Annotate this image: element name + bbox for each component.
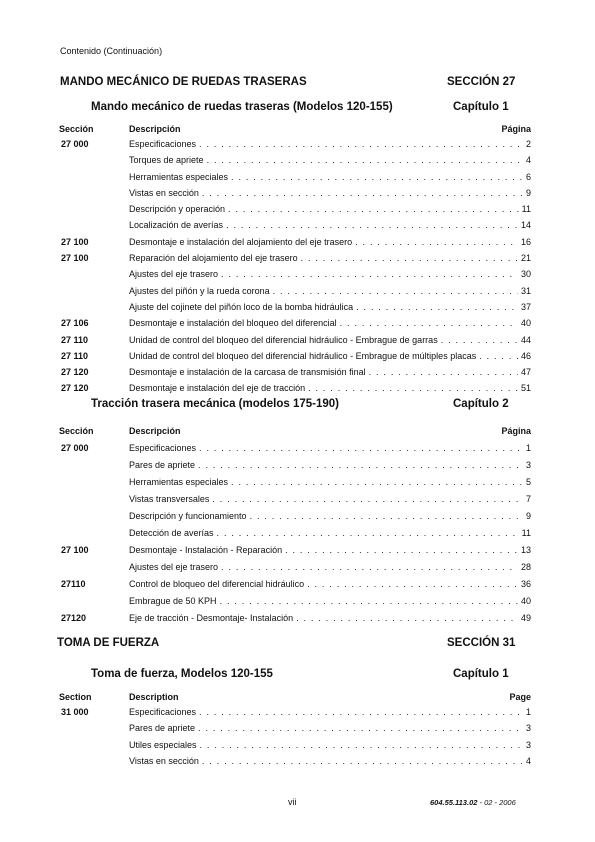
toc-row xyxy=(59,253,531,269)
toc-row-leader-dots xyxy=(231,477,523,488)
toc-row-description: Detección de averías xyxy=(129,528,214,538)
toc-row-section: 27 106 xyxy=(61,318,89,329)
toc-row-entry xyxy=(129,302,531,313)
toc-row-description: Control de bloqueo del diferencial hidráulico xyxy=(129,579,305,589)
toc-row-section: 27 120 xyxy=(61,367,89,378)
toc-row-entry xyxy=(129,613,531,624)
toc-row-entry xyxy=(129,367,531,378)
toc-row-page: 13 xyxy=(520,545,531,555)
toc-row-leader-dots xyxy=(355,237,518,248)
toc-row-description: Localización de averías xyxy=(129,220,224,231)
toc-row-entry xyxy=(129,707,531,718)
toc-table xyxy=(59,124,531,400)
toc-row-leader-dots xyxy=(202,188,523,199)
toc-row-entry xyxy=(129,204,531,215)
toc-row xyxy=(59,351,531,367)
toc-row-entry xyxy=(129,494,531,505)
toc-row-page: 36 xyxy=(520,579,531,589)
toc-row-leader-dots xyxy=(199,707,523,718)
toc-row xyxy=(59,188,531,204)
toc-row-entry xyxy=(129,740,531,751)
toc-row-description: Unidad de control del bloqueo del diferencial hidráulico - Embrague de garras xyxy=(129,334,438,345)
toc-row-leader-dots xyxy=(250,511,523,522)
toc-row-description: Reparación del alojamiento del eje trasero xyxy=(129,253,298,264)
toc-row-description: Desmontaje e instalación del eje de tracción xyxy=(129,383,306,394)
toc-row-page: 46 xyxy=(520,350,531,361)
toc-row-page: 1 xyxy=(525,707,531,717)
toc-row-page: 4 xyxy=(525,755,531,766)
toc-row-description: Herramientas especiales xyxy=(129,477,229,487)
toc-row-leader-dots xyxy=(217,528,519,539)
toc-table xyxy=(59,426,531,630)
col-page-header: Página xyxy=(501,426,531,436)
col-page-header: Página xyxy=(501,124,531,134)
toc-row-leader-dots xyxy=(273,286,518,297)
toc-row-entry xyxy=(129,756,531,767)
page-number: vii xyxy=(288,797,297,807)
toc-row-page: 44 xyxy=(520,334,531,345)
toc-header xyxy=(59,692,531,707)
toc-row xyxy=(59,596,531,613)
toc-row xyxy=(59,562,531,579)
toc-row-leader-dots xyxy=(308,383,518,394)
toc-row xyxy=(59,286,531,302)
toc-row xyxy=(59,335,531,351)
toc-row-description: Vistas transversales xyxy=(129,494,210,504)
toc-row-page: 6 xyxy=(525,171,531,182)
section-number: SECCIÓN 31 xyxy=(447,637,516,649)
toc-row xyxy=(59,220,531,236)
toc-row-description: Desmontaje e instalación del alojamiento del eje trasero xyxy=(129,236,353,247)
toc-row-section: 27120 xyxy=(61,613,87,623)
toc-row xyxy=(59,269,531,285)
toc-row xyxy=(59,155,531,171)
toc-row-leader-dots xyxy=(200,740,523,751)
toc-row-leader-dots xyxy=(369,367,518,378)
toc-row-page: 2 xyxy=(525,139,531,149)
toc-row-leader-dots xyxy=(340,318,518,329)
chapter-title: Mando mecánico de ruedas traseras (Modelos 120-155) xyxy=(91,101,393,113)
toc-row-description: Descripción y funcionamiento xyxy=(129,511,247,521)
toc-row xyxy=(59,579,531,596)
toc-row-entry xyxy=(129,511,531,522)
toc-row-section: 27 100 xyxy=(61,236,89,247)
toc-row-page: 11 xyxy=(521,528,531,538)
toc-row-description: Ajuste del cojinete del piñón loco de la bomba hidráulica xyxy=(129,301,354,312)
toc-row-page: 3 xyxy=(525,460,531,470)
toc-row-leader-dots xyxy=(199,443,523,454)
toc-row-description: Ajustes del eje trasero xyxy=(129,269,219,280)
toc-row-page: 21 xyxy=(520,253,531,264)
chapter-number: Capítulo 1 xyxy=(453,668,509,680)
toc-row-page: 37 xyxy=(520,301,531,312)
toc-row xyxy=(59,707,531,723)
toc-row-entry xyxy=(129,579,531,590)
toc-row-description: Herramientas especiales xyxy=(129,171,229,182)
toc-row xyxy=(59,139,531,155)
toc-row xyxy=(59,443,531,460)
toc-row-section: 27 120 xyxy=(61,383,89,394)
toc-row-page: 47 xyxy=(520,367,531,378)
toc-table xyxy=(59,692,531,772)
toc-row xyxy=(59,756,531,772)
doc-code: 604.55.113.02 xyxy=(430,798,478,807)
col-section-header: Section xyxy=(59,692,92,702)
toc-row-section: 27 000 xyxy=(61,443,89,453)
col-section-header: Sección xyxy=(59,426,94,436)
toc-row-section: 27 110 xyxy=(61,350,89,361)
toc-row-leader-dots xyxy=(207,155,523,166)
toc-row-page: 4 xyxy=(525,155,531,166)
toc-row-entry xyxy=(129,351,531,362)
toc-header xyxy=(59,426,531,443)
toc-row-entry xyxy=(129,269,531,280)
toc-row-description: Especificaciones xyxy=(129,707,197,717)
toc-row-entry xyxy=(129,188,531,199)
toc-row-page: 30 xyxy=(520,269,531,280)
section-number: SECCIÓN 27 xyxy=(447,76,516,88)
toc-row-entry xyxy=(129,286,531,297)
toc-row-section: 27 110 xyxy=(61,334,89,345)
toc-row-entry xyxy=(129,383,531,394)
toc-row-description: Vistas en sección xyxy=(129,187,199,198)
toc-row xyxy=(59,172,531,188)
toc-row-entry xyxy=(129,596,531,607)
toc-row-description: Unidad de control del bloqueo del diferencial hidráulico - Embrague de múltiples placas xyxy=(129,350,477,361)
toc-row xyxy=(59,318,531,334)
toc-row-page: 28 xyxy=(520,562,531,572)
toc-row-page: 3 xyxy=(525,739,531,750)
toc-row-description: Especificaciones xyxy=(129,443,197,453)
chapter-number: Capítulo 2 xyxy=(453,398,509,410)
toc-row-description: Torques de apriete xyxy=(129,155,204,166)
chapter-title: Tracción trasera mecánica (modelos 175-190) xyxy=(91,398,340,410)
toc-row-section: 27 000 xyxy=(61,139,89,149)
toc-row-entry xyxy=(129,237,531,248)
toc-row-entry xyxy=(129,253,531,264)
section-title: TOMA DE FUERZA xyxy=(57,637,160,649)
doc-date: - 02 - 2006 xyxy=(477,798,516,807)
toc-row-entry xyxy=(129,220,531,231)
toc-row-page: 7 xyxy=(525,494,531,504)
toc-row-entry xyxy=(129,155,531,166)
col-description-header: Descripción xyxy=(129,426,181,436)
toc-row-description: Desmontaje e instalación del bloqueo del diferencial xyxy=(129,318,337,329)
toc-row-page: 5 xyxy=(525,477,531,487)
toc-row-leader-dots xyxy=(285,545,518,556)
toc-row-leader-dots xyxy=(226,220,518,231)
toc-row xyxy=(59,204,531,220)
toc-row-leader-dots xyxy=(356,302,518,313)
toc-row-entry xyxy=(129,460,531,471)
toc-row-page: 51 xyxy=(520,383,531,394)
toc-row-page: 49 xyxy=(520,613,531,623)
toc-row-description: Ajustes del piñón y la rueda corona xyxy=(129,285,270,296)
toc-row-description: Utiles especiales xyxy=(129,739,197,750)
toc-row-entry xyxy=(129,139,531,150)
toc-row xyxy=(59,511,531,528)
toc-row-description: Embrague de 50 KPH xyxy=(129,596,217,606)
toc-header xyxy=(59,124,531,139)
toc-row-page: 31 xyxy=(520,285,531,296)
toc-row-entry xyxy=(129,528,531,539)
toc-row-description: Especificaciones xyxy=(129,139,197,149)
toc-row-leader-dots xyxy=(231,172,523,183)
toc-row-description: Ajustes del eje trasero xyxy=(129,562,219,572)
toc-row-description: Desmontaje - Instalación - Reparación xyxy=(129,545,283,555)
toc-row-page: 3 xyxy=(525,723,531,734)
toc-row xyxy=(59,367,531,383)
toc-row-entry xyxy=(129,723,531,734)
toc-row xyxy=(59,460,531,477)
chapter-title: Toma de fuerza, Modelos 120-155 xyxy=(91,668,273,680)
toc-row-description: Descripción y operación xyxy=(129,204,226,215)
toc-row-page: 1 xyxy=(525,443,531,453)
toc-row-leader-dots xyxy=(198,723,523,734)
toc-row xyxy=(59,545,531,562)
toc-row-entry xyxy=(129,443,531,454)
toc-row-entry xyxy=(129,318,531,329)
toc-row-leader-dots xyxy=(202,756,523,767)
toc-row-page: 9 xyxy=(525,511,531,521)
toc-row xyxy=(59,723,531,739)
chapter-number: Capítulo 1 xyxy=(453,101,509,113)
toc-row-description: Pares de apriete xyxy=(129,460,196,470)
toc-row-entry xyxy=(129,562,531,573)
toc-row-page: 14 xyxy=(520,220,531,231)
document-code xyxy=(430,798,516,807)
toc-row-leader-dots xyxy=(479,351,518,362)
toc-row-entry xyxy=(129,477,531,488)
toc-row-section: 27110 xyxy=(61,579,86,589)
toc-row-leader-dots xyxy=(212,494,523,505)
toc-row-page: 40 xyxy=(520,318,531,329)
toc-row-leader-dots xyxy=(301,253,518,264)
toc-row xyxy=(59,494,531,511)
col-description-header: Description xyxy=(129,692,179,702)
toc-row-page: 16 xyxy=(520,236,531,247)
toc-row-description: Vistas en sección xyxy=(129,755,199,766)
toc-row-leader-dots xyxy=(296,613,518,624)
toc-row-entry xyxy=(129,335,531,346)
toc-row-leader-dots xyxy=(220,596,518,607)
toc-row xyxy=(59,237,531,253)
toc-row-section: 31 000 xyxy=(61,707,89,717)
toc-row-leader-dots xyxy=(221,562,518,573)
toc-row-page: 9 xyxy=(525,187,531,198)
col-page-header: Page xyxy=(509,692,531,702)
toc-row xyxy=(59,613,531,630)
section-title: MANDO MECÁNICO DE RUEDAS TRASERAS xyxy=(60,76,307,88)
contents-continued-label: Contenido (Continuación) xyxy=(60,46,163,56)
toc-row-page: 11 xyxy=(521,204,531,215)
toc-row-description: Pares de apriete xyxy=(129,723,196,734)
toc-row-leader-dots xyxy=(198,460,523,471)
toc-row xyxy=(59,477,531,494)
toc-row-description: Desmontaje e instalación de la carcasa de transmisión final xyxy=(129,367,366,378)
toc-row xyxy=(59,740,531,756)
toc-row xyxy=(59,528,531,545)
toc-row-leader-dots xyxy=(199,139,523,150)
toc-row-entry xyxy=(129,545,531,556)
toc-row-entry xyxy=(129,172,531,183)
toc-row-leader-dots xyxy=(307,579,518,590)
col-section-header: Sección xyxy=(59,124,94,134)
toc-row xyxy=(59,302,531,318)
toc-row-leader-dots xyxy=(228,204,519,215)
toc-row-page: 40 xyxy=(520,596,531,606)
toc-row-section: 27 100 xyxy=(61,253,89,264)
toc-row-section: 27 100 xyxy=(61,545,89,555)
toc-row-leader-dots xyxy=(221,269,518,280)
toc-row-leader-dots xyxy=(441,335,518,346)
col-description-header: Descripción xyxy=(129,124,181,134)
toc-row-description: Eje de tracción - Desmontaje- Instalación xyxy=(129,613,294,623)
